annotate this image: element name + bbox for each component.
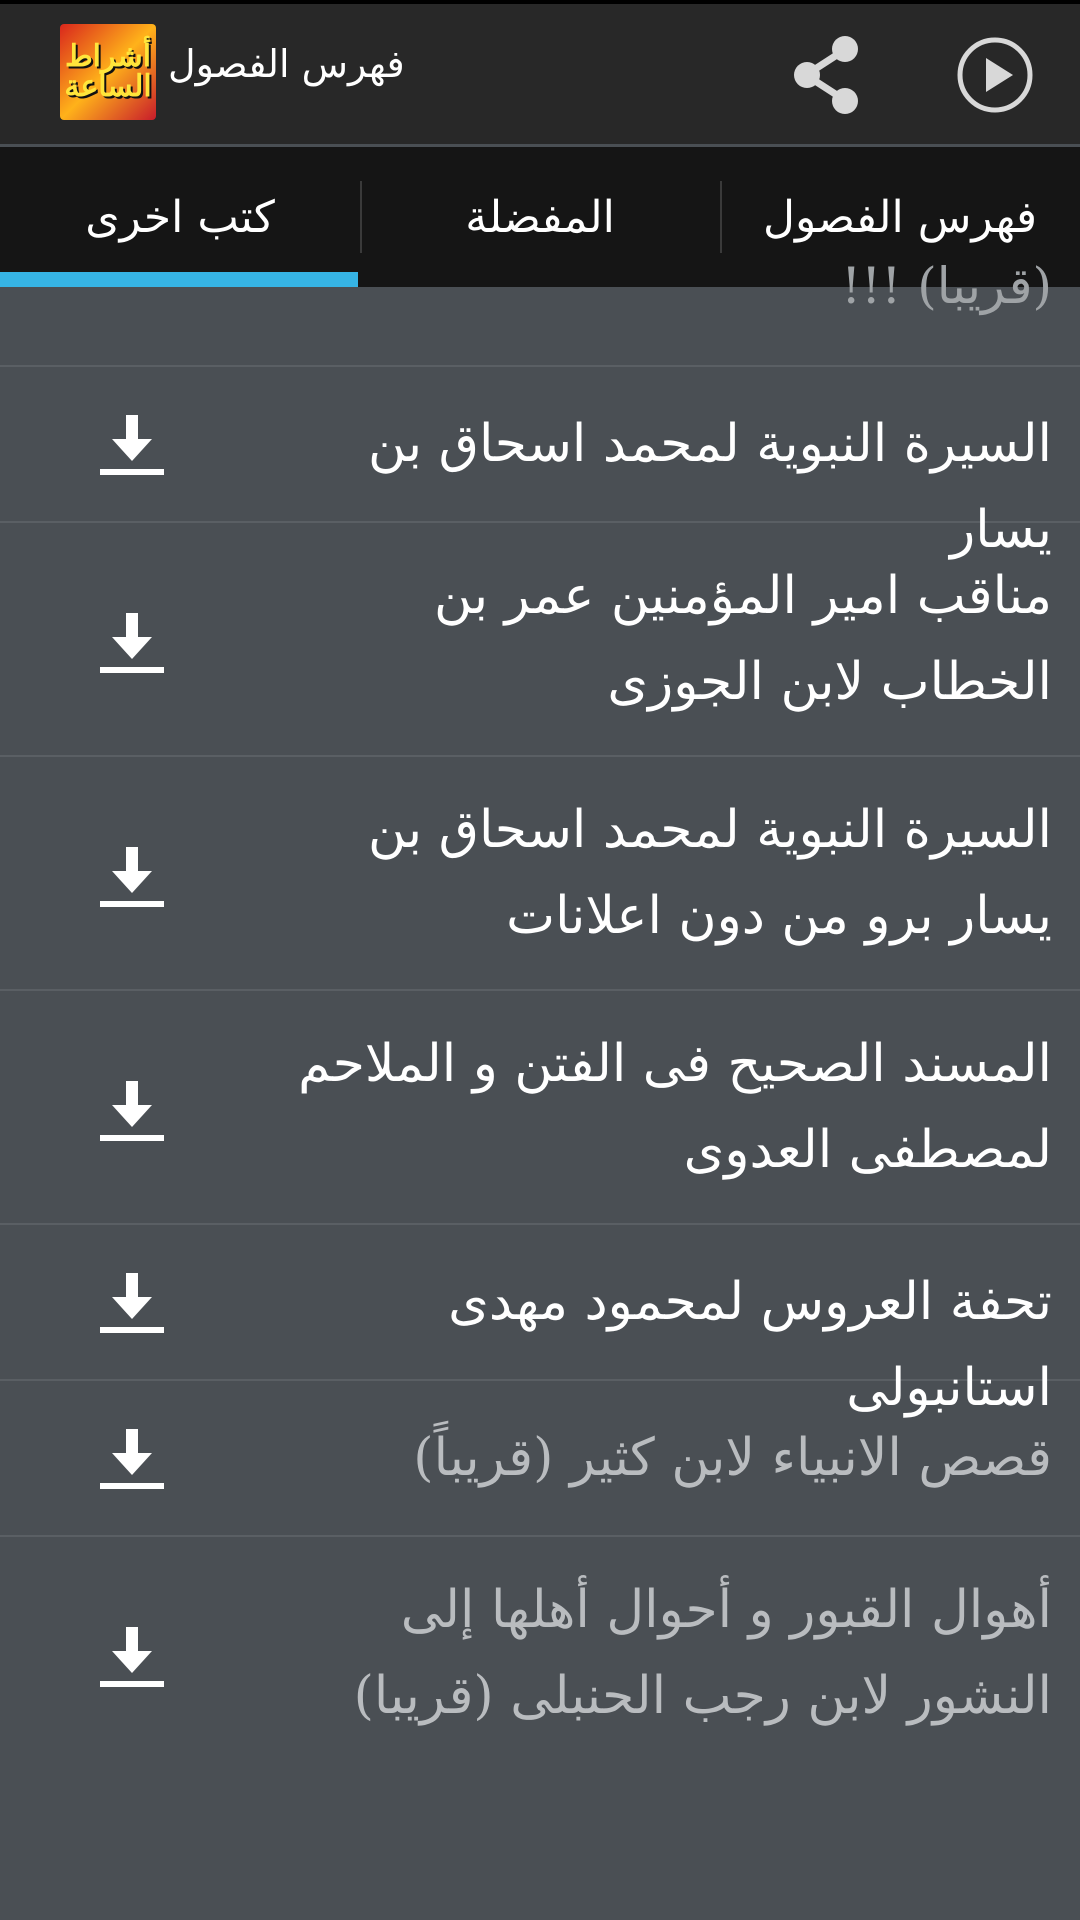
tab-chapters-index[interactable]: فهرس الفصول — [720, 147, 1080, 287]
download-icon — [96, 1075, 168, 1147]
action-bar — [0, 4, 1080, 144]
book-title: السيرة النبوية لمحمد اسحاق بن يسار — [368, 414, 1052, 560]
page-title: فهرس الفصول — [168, 42, 405, 86]
list-item[interactable] — [0, 1381, 1080, 1537]
app-logo-text: أشراط الساعة — [64, 39, 152, 104]
download-icon — [96, 607, 168, 679]
book-title: أهوال القبور و أحوال أهلها إلى النشور لابن رجب الحنبلى (قريبا) — [353, 1580, 1052, 1726]
download-icon — [96, 1267, 168, 1339]
list-item[interactable] — [0, 991, 1080, 1225]
list-item[interactable] — [0, 1225, 1080, 1418]
play-circle-icon — [950, 30, 1040, 120]
tab-other-books[interactable]: كتب اخرى — [85, 191, 275, 243]
book-title: قصص الانبياء لابن كثير (قريباً) — [413, 1428, 1052, 1488]
download-button[interactable] — [96, 1267, 168, 1339]
book-title: السيرة النبوية لمحمد اسحاق بن يسار برو من دون اعلانات — [368, 800, 1052, 946]
share-icon — [783, 30, 873, 120]
list-item[interactable] — [0, 1537, 1080, 1771]
download-button[interactable] — [96, 607, 168, 679]
list-item[interactable] — [0, 523, 1080, 757]
download-button[interactable] — [96, 1621, 168, 1693]
list-item[interactable] — [0, 257, 1080, 367]
app-logo[interactable] — [60, 24, 156, 120]
play-button[interactable] — [950, 30, 1040, 120]
download-icon — [96, 1621, 168, 1693]
download-icon — [96, 841, 168, 913]
share-button[interactable] — [783, 30, 873, 120]
download-icon — [96, 409, 168, 481]
download-button[interactable] — [96, 1075, 168, 1147]
book-title: (قريبا) !!! — [841, 257, 1052, 315]
download-button[interactable] — [96, 409, 168, 481]
books-list[interactable] — [0, 257, 1080, 1920]
list-item[interactable] — [0, 757, 1080, 991]
book-title: تحفة العروس لمحمود مهدى استانبولى — [448, 1272, 1052, 1418]
book-title: المسند الصحيح فى الفتن و الملاحم لمصطفى العدوى — [298, 1034, 1052, 1180]
download-icon — [96, 1423, 168, 1495]
list-item[interactable] — [0, 367, 1080, 560]
download-button[interactable] — [96, 841, 168, 913]
tab-favorites[interactable]: المفضلة — [360, 147, 720, 287]
book-title: مناقب امير المؤمنين عمر بن الخطاب لابن الجوزى — [434, 566, 1052, 712]
download-button[interactable] — [96, 1423, 168, 1495]
